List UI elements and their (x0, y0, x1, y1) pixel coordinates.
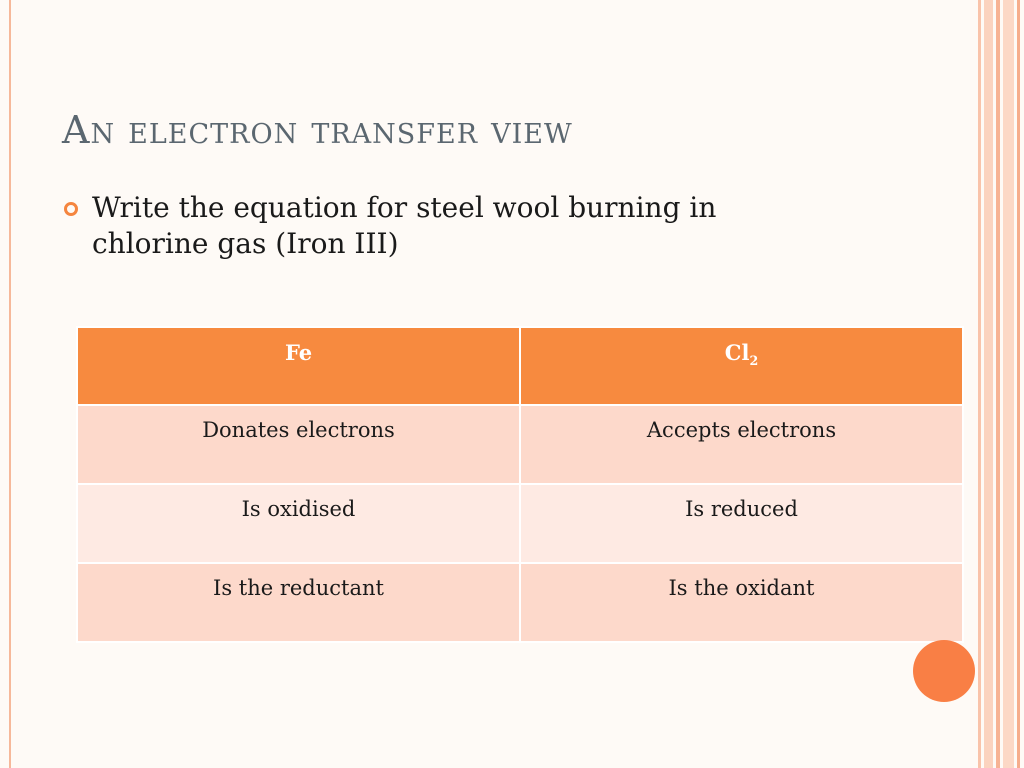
bullet-text: Write the equation for steel wool burning in chlorine gas (Iron III) (92, 191, 717, 260)
left-border-line (9, 0, 11, 768)
table-row (77, 405, 963, 484)
right-stripe (1017, 0, 1020, 768)
right-stripe (996, 0, 1000, 768)
decorative-circle (913, 640, 975, 702)
header-subscript: 2 (749, 353, 759, 369)
header-cell-cl2 (520, 327, 963, 405)
table-row (77, 484, 963, 563)
bullet-circle-icon (64, 202, 78, 216)
table-cell: Is oxidised (77, 484, 520, 563)
slide-title: An electron transfer view (62, 108, 573, 152)
table-cell: Is reduced (520, 484, 963, 563)
table-cell: Is the oxidant (520, 563, 963, 642)
bullet-item (62, 190, 822, 262)
header-cell-fe (77, 327, 520, 405)
right-stripe (984, 0, 993, 768)
table-cell: Donates electrons (77, 405, 520, 484)
header-label: Fe (284, 340, 313, 365)
table-header-row (77, 327, 963, 405)
right-stripe (978, 0, 981, 768)
table-cell: Accepts electrons (520, 405, 963, 484)
right-stripe (1003, 0, 1014, 768)
table-cell: Is the reductant (77, 563, 520, 642)
header-label: Cl (724, 340, 750, 365)
table-row (77, 563, 963, 642)
comparison-table (76, 326, 964, 643)
